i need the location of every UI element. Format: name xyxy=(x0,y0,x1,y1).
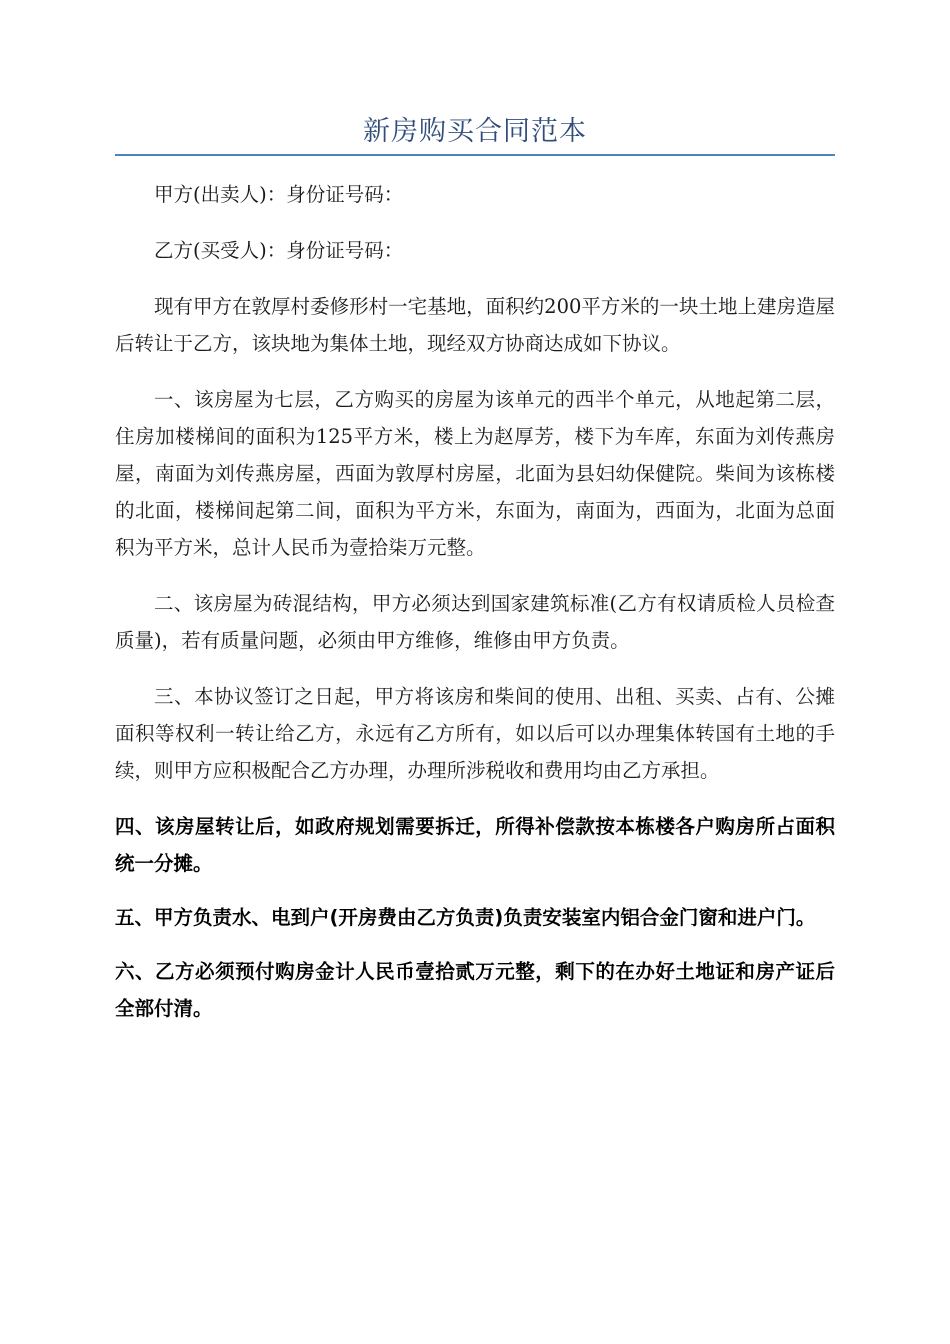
document-body xyxy=(115,176,835,1044)
clause-3: 三、本协议签订之日起，甲方将该房和柴间的使用、出租、买卖、占有、公摊面积等权利一转让给乙方，永远有乙方所有，如以后可以办理集体转国有土地的手续，则甲方应积极配合乙方办理，办理所涉税收和费用均由乙方承担。 xyxy=(115,685,835,782)
party-a-line: 甲方(出卖人)：身份证号码： xyxy=(154,183,404,206)
clause-4: 四、该房屋转让后，如政府规划需要拆迁，所得补偿款按本栋楼各户购房所占面积统一分摊。 xyxy=(115,815,835,875)
clause-1: 一、该房屋为七层，乙方购买的房屋为该单元的西半个单元，从地起第二层，住房加楼梯间的面积为125平方米，楼上为赵厚芳，楼下为车库，东面为刘传燕房屋，南面为刘传燕房屋，西面为敦厚村房屋，北面为县妇幼保健院。柴间为该栋楼的北面，楼梯间起第二间，面积为平方米，东面为，南面为，西面为，北面为总面积为平方米，总计人民币为壹拾柒万元整。 xyxy=(115,388,835,559)
document-title: 新房购买合同范本 xyxy=(363,116,587,147)
clause-5: 五、甲方负责水、电到户(开房费由乙方负责)负责安装室内铝合金门窗和进户门。 xyxy=(115,906,816,929)
intro-paragraph: 现有甲方在敦厚村委修形村一宅基地，面积约200平方米的一块土地上建房造屋后转让于乙方，该块地为集体土地，现经双方协商达成如下协议。 xyxy=(115,295,835,355)
clause-6: 六、乙方必须预付购房金计人民币壹拾贰万元整，剩下的在办好土地证和房产证后全部付清。 xyxy=(115,960,835,1020)
title-underline xyxy=(115,154,835,156)
clause-2: 二、该房屋为砖混结构，甲方必须达到国家建筑标准(乙方有权请质检人员检查质量)，若有质量问题，必须由甲方维修，维修由甲方负责。 xyxy=(115,592,835,652)
party-b-line: 乙方(买受人)：身份证号码： xyxy=(154,239,404,262)
